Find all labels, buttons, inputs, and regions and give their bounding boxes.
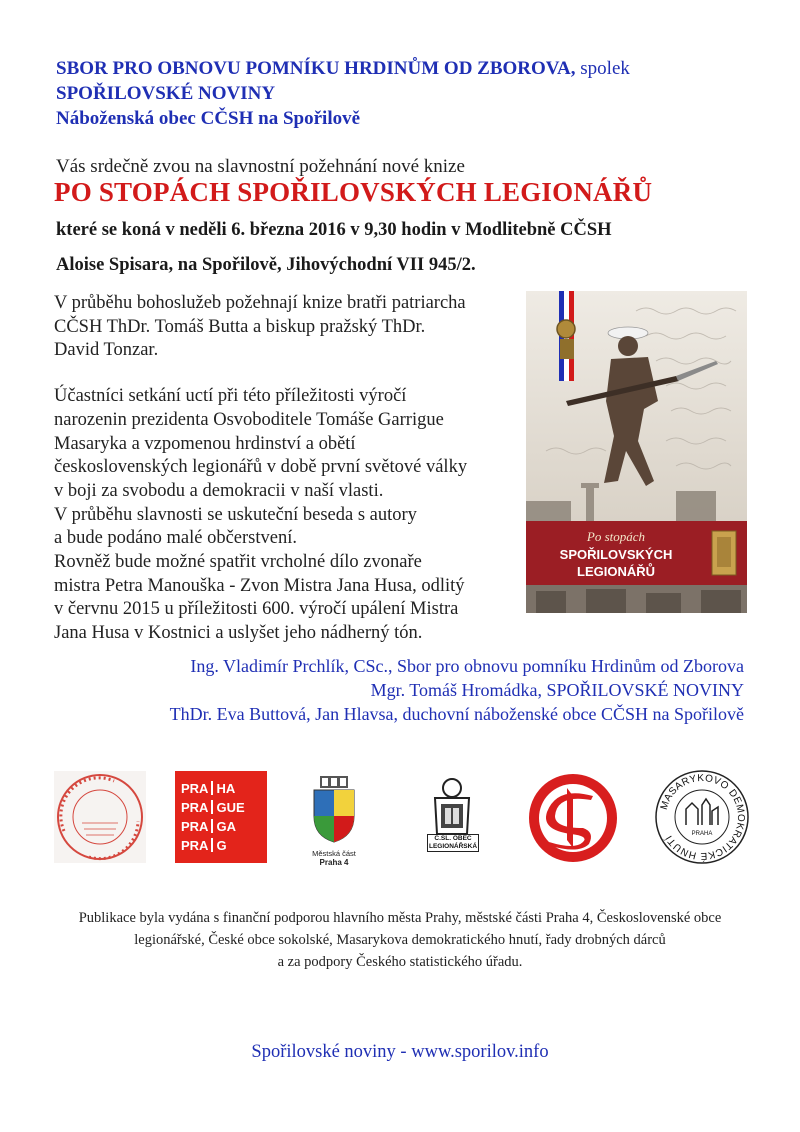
praha-logo-text: PRA [181,781,209,796]
book-cover-line2: SPOŘILOVSKÝCH [559,547,673,562]
body-line: československých legionářů v době první světové války [54,457,468,478]
body-line: Masaryka a vzpomenou hrdinství a obětí [54,433,356,454]
body-text [54,292,524,646]
praha-logo-text: PRA [181,819,209,834]
signature-buttova-hlavsa: ThDr. Eva Buttová, Jan Hlavsa, duchovní náboženské obce CČSH na Spořilově [169,704,744,724]
body-line: narozenin prezidenta Osvoboditele Tomáše Garrigue [54,409,444,430]
praha-logo-text: HA [216,781,236,796]
legion-logo-line3: LEGIONÁŘSKÁ [428,843,478,850]
body-line: v boji za svobodu a demokracii v naší vlasti. [54,480,384,501]
praha4-logo-line2: Praha 4 [319,858,349,867]
body-line: v červnu 2015 u příležitosti 600. výročí upálení Mistra [54,599,459,620]
body-line: V průběhu bohoslužeb požehnají knize bratři patriarcha [54,293,466,313]
book-cover-image [526,291,747,613]
legion-logo-line1: Č.SL. [434,835,452,842]
praha-logo [175,771,267,863]
body-line: Účastníci setkání uctí při této příležitosti výročí [54,386,407,407]
book-title-heading: PO STOPÁCH SPOŘILOVSKÝCH LEGIONÁŘŮ [54,177,653,207]
organizer-sbor-suffix: spolek [580,58,630,79]
organizer-nabozenska-obec: Náboženská obec CČSH na Spořilově [56,108,361,129]
sokol-logo [527,772,619,864]
book-cover-line3: LEGIONÁŘŮ [577,564,655,579]
praha4-logo-line1: Městská část [312,849,356,858]
praha-logo-text: PRA [181,800,209,815]
praha-logo-text: PRA [181,838,209,853]
praha-logo-text: GUE [216,800,245,815]
body-line: Rovněž bude možné spatřit vrcholné dílo zvonaře [54,552,422,573]
body-line: CČSH ThDr. Tomáš Butta a biskup pražský ThDr. [54,316,426,337]
praha4-coat-of-arms-icon [306,776,362,844]
funding-note [40,907,760,973]
praha4-logo [306,776,362,868]
praha-logo-text: G [216,838,227,853]
sbor-stamp-logo [54,771,146,863]
website-link[interactable]: Spořilovské noviny - www.sporilov.info [251,1042,549,1062]
legion-community-logo [421,776,483,864]
body-line: a bude podáno malé občerstvení. [54,528,297,549]
masaryk-movement-logo [654,769,750,865]
invitation-intro: Vás srdečně zvou na slavnostní požehnání nové knize [56,156,465,177]
masaryk-logo-ring-text: MASARYKOVO DEMOKRATICKÉ HNUTÍ [658,772,747,862]
legion-logo-line2: OBEC [452,835,472,842]
funding-note-line: a za podpory Českého statistického úřadu. [277,954,523,970]
event-address: Aloise Spisara, na Spořilově, Jihovýchodní VII 945/2. [56,255,476,275]
signature-prchlik: Ing. Vladimír Prchlík, CSc., Sbor pro obnovu pomníku Hrdinům od Zborova [190,656,744,676]
organizer-noviny: SPOŘILOVSKÉ NOVINY [56,83,276,104]
body-line: Jana Husa v Kostnici a uslyšet jeho nádherný tón. [54,623,423,644]
book-cover-medal-icon [710,529,740,579]
organizer-sbor [56,58,630,80]
praha-logo-text: GA [216,819,236,834]
body-line: mistra Petra Manouška - Zvon Mistra Jana Husa, odlitý [54,575,465,596]
funding-note-line: legionářské, České obce sokolské, Masarykova demokratického hnutí, řady drobných dárců [134,932,666,948]
book-cover-line1: Po stopách [586,529,646,544]
body-line: David Tonzar. [54,340,159,361]
event-date-time: které se koná v neděli 6. března 2016 v 9,30 hodin v Modlitebně CČSH [56,220,612,240]
body-line: V průběhu slavnosti se uskuteční beseda s autory [54,504,417,525]
masaryk-logo-center-text: PRAHA [691,831,713,837]
funding-note-line: Publikace byla vydána s finanční podporou hlavního města Prahy, městské části Praha 4, Československé obce [78,910,722,926]
legion-community-emblem-icon [421,776,483,840]
organizer-sbor-name: SBOR PRO OBNOVU POMNÍKU HRDINŮM OD ZBOROVA, [56,58,576,79]
signature-hromadka: Mgr. Tomáš Hromádka, SPOŘILOVSKÉ NOVINY [370,680,744,700]
